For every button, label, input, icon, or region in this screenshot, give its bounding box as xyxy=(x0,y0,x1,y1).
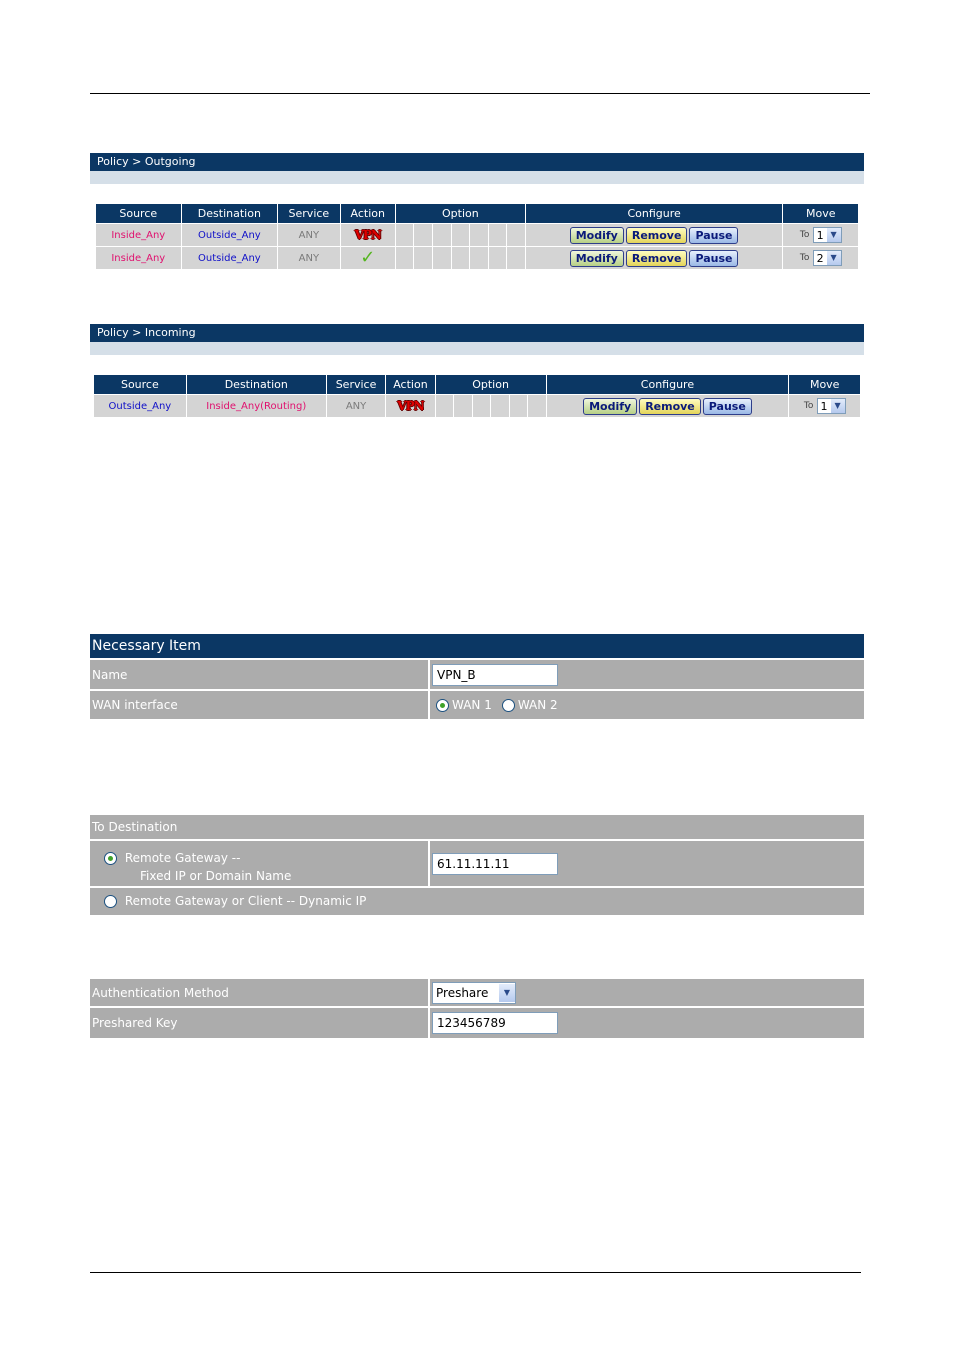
row-options xyxy=(436,395,546,417)
remove-button[interactable]: Remove xyxy=(626,227,688,244)
wan1-radio[interactable] xyxy=(436,699,449,712)
modify-button[interactable]: Modify xyxy=(570,227,624,244)
row-action xyxy=(341,247,395,269)
auth-method-label: Authentication Method xyxy=(90,979,428,1006)
remote-gateway-line1: Remote Gateway -- xyxy=(124,851,241,865)
move-select[interactable] xyxy=(813,250,842,266)
wan-label: WAN interface xyxy=(90,691,428,719)
preshared-key-input[interactable]: 123456789 xyxy=(432,1012,558,1034)
preshared-key-label: Preshared Key xyxy=(90,1008,428,1038)
move-select-value: 1 xyxy=(820,399,828,413)
row-source[interactable]: Inside_Any xyxy=(96,247,181,269)
outgoing-panel-title: Policy > Outgoing xyxy=(90,153,864,171)
modify-button[interactable]: Modify xyxy=(583,398,637,415)
wan1-label: WAN 1 xyxy=(452,698,492,712)
row-configure xyxy=(526,247,783,269)
remove-button[interactable]: Remove xyxy=(639,398,701,415)
auth-method-value-cell xyxy=(430,979,864,1006)
row-service: ANY xyxy=(278,224,339,246)
row-move xyxy=(789,395,860,417)
wan2-label: WAN 2 xyxy=(517,698,558,712)
auth-method-row xyxy=(90,979,864,1006)
wan2-radio[interactable] xyxy=(502,699,515,712)
remote-gateway-value-cell xyxy=(430,841,864,886)
chevron-down-icon[interactable]: ▼ xyxy=(499,984,515,1002)
row-destination[interactable]: Outside_Any xyxy=(182,247,278,269)
necessary-item-title: Necessary Item xyxy=(90,634,864,658)
dynamic-ip-radio[interactable] xyxy=(104,895,117,908)
row-destination[interactable]: Outside_Any xyxy=(182,224,278,246)
remote-gateway-input[interactable]: 61.11.11.11 xyxy=(432,853,558,875)
name-value-cell xyxy=(430,660,864,689)
row-source[interactable]: Inside_Any xyxy=(96,224,181,246)
outgoing-policy-table xyxy=(95,203,859,270)
col-source: Source xyxy=(96,204,181,223)
vpn-icon: VPN xyxy=(397,399,424,413)
row-service: ANY xyxy=(278,247,339,269)
pause-button[interactable]: Pause xyxy=(689,227,738,244)
name-label: Name xyxy=(90,660,428,689)
wan-row xyxy=(90,691,864,719)
outgoing-panel-subbar xyxy=(90,171,864,184)
remote-gateway-radio[interactable] xyxy=(104,852,117,865)
modify-button[interactable]: Modify xyxy=(570,250,624,267)
row-destination[interactable]: Inside_Any(Routing) xyxy=(187,395,326,417)
table-row xyxy=(94,395,860,417)
col-destination: Destination xyxy=(187,375,326,394)
row-source[interactable]: Outside_Any xyxy=(94,395,186,417)
incoming-header-row xyxy=(94,375,860,394)
name-input[interactable]: VPN_B xyxy=(432,664,558,686)
move-to-label: To xyxy=(799,230,810,240)
chevron-down-icon[interactable]: ▼ xyxy=(827,251,841,265)
row-service: ANY xyxy=(327,395,385,417)
col-action: Action xyxy=(341,204,395,223)
header-rule xyxy=(90,93,870,94)
col-service: Service xyxy=(278,204,339,223)
pause-button[interactable]: Pause xyxy=(689,250,738,267)
col-action: Action xyxy=(386,375,434,394)
row-options xyxy=(396,224,525,246)
move-select[interactable] xyxy=(813,227,842,243)
remove-button[interactable]: Remove xyxy=(626,250,688,267)
remote-gateway-label-cell xyxy=(90,841,428,886)
auth-method-value: Preshare xyxy=(436,985,489,1000)
col-configure: Configure xyxy=(547,375,789,394)
row-configure xyxy=(547,395,789,417)
destination-title: To Destination xyxy=(90,815,864,839)
move-to-label: To xyxy=(803,401,814,411)
table-row xyxy=(96,224,858,246)
preshared-key-row xyxy=(90,1008,864,1038)
col-configure: Configure xyxy=(526,204,783,223)
auth-method-select[interactable] xyxy=(432,982,516,1004)
incoming-panel-subbar xyxy=(90,342,864,355)
col-move: Move xyxy=(789,375,860,394)
col-source: Source xyxy=(94,375,186,394)
row-action xyxy=(341,224,395,246)
row-move xyxy=(783,224,858,246)
wan-options xyxy=(430,691,864,719)
move-to-label: To xyxy=(799,253,810,263)
row-configure xyxy=(526,224,783,246)
row-options xyxy=(396,247,525,269)
col-service: Service xyxy=(327,375,385,394)
col-option: Option xyxy=(396,204,525,223)
col-move: Move xyxy=(783,204,858,223)
preshared-key-value-cell xyxy=(430,1008,864,1038)
chevron-down-icon[interactable]: ▼ xyxy=(831,399,845,413)
chevron-down-icon[interactable]: ▼ xyxy=(827,228,841,242)
move-select[interactable] xyxy=(817,398,846,414)
col-destination: Destination xyxy=(182,204,278,223)
outgoing-header-row xyxy=(96,204,858,223)
remote-gateway-row xyxy=(90,841,864,886)
incoming-policy-table xyxy=(93,374,861,418)
incoming-panel-title: Policy > Incoming xyxy=(90,324,864,342)
dynamic-ip-label: Remote Gateway or Client -- Dynamic IP xyxy=(124,894,367,908)
name-row xyxy=(90,660,864,689)
move-select-value: 2 xyxy=(816,251,824,265)
table-row xyxy=(96,247,858,269)
move-select-value: 1 xyxy=(816,228,824,242)
vpn-icon: VPN xyxy=(354,228,381,242)
dynamic-ip-row xyxy=(90,888,864,915)
remote-gateway-line2: Fixed IP or Domain Name xyxy=(140,869,292,883)
pause-button[interactable]: Pause xyxy=(703,398,752,415)
check-icon: ✓ xyxy=(360,247,376,268)
row-move xyxy=(783,247,858,269)
row-action xyxy=(386,395,434,417)
col-option: Option xyxy=(436,375,546,394)
footer-rule xyxy=(90,1272,861,1273)
